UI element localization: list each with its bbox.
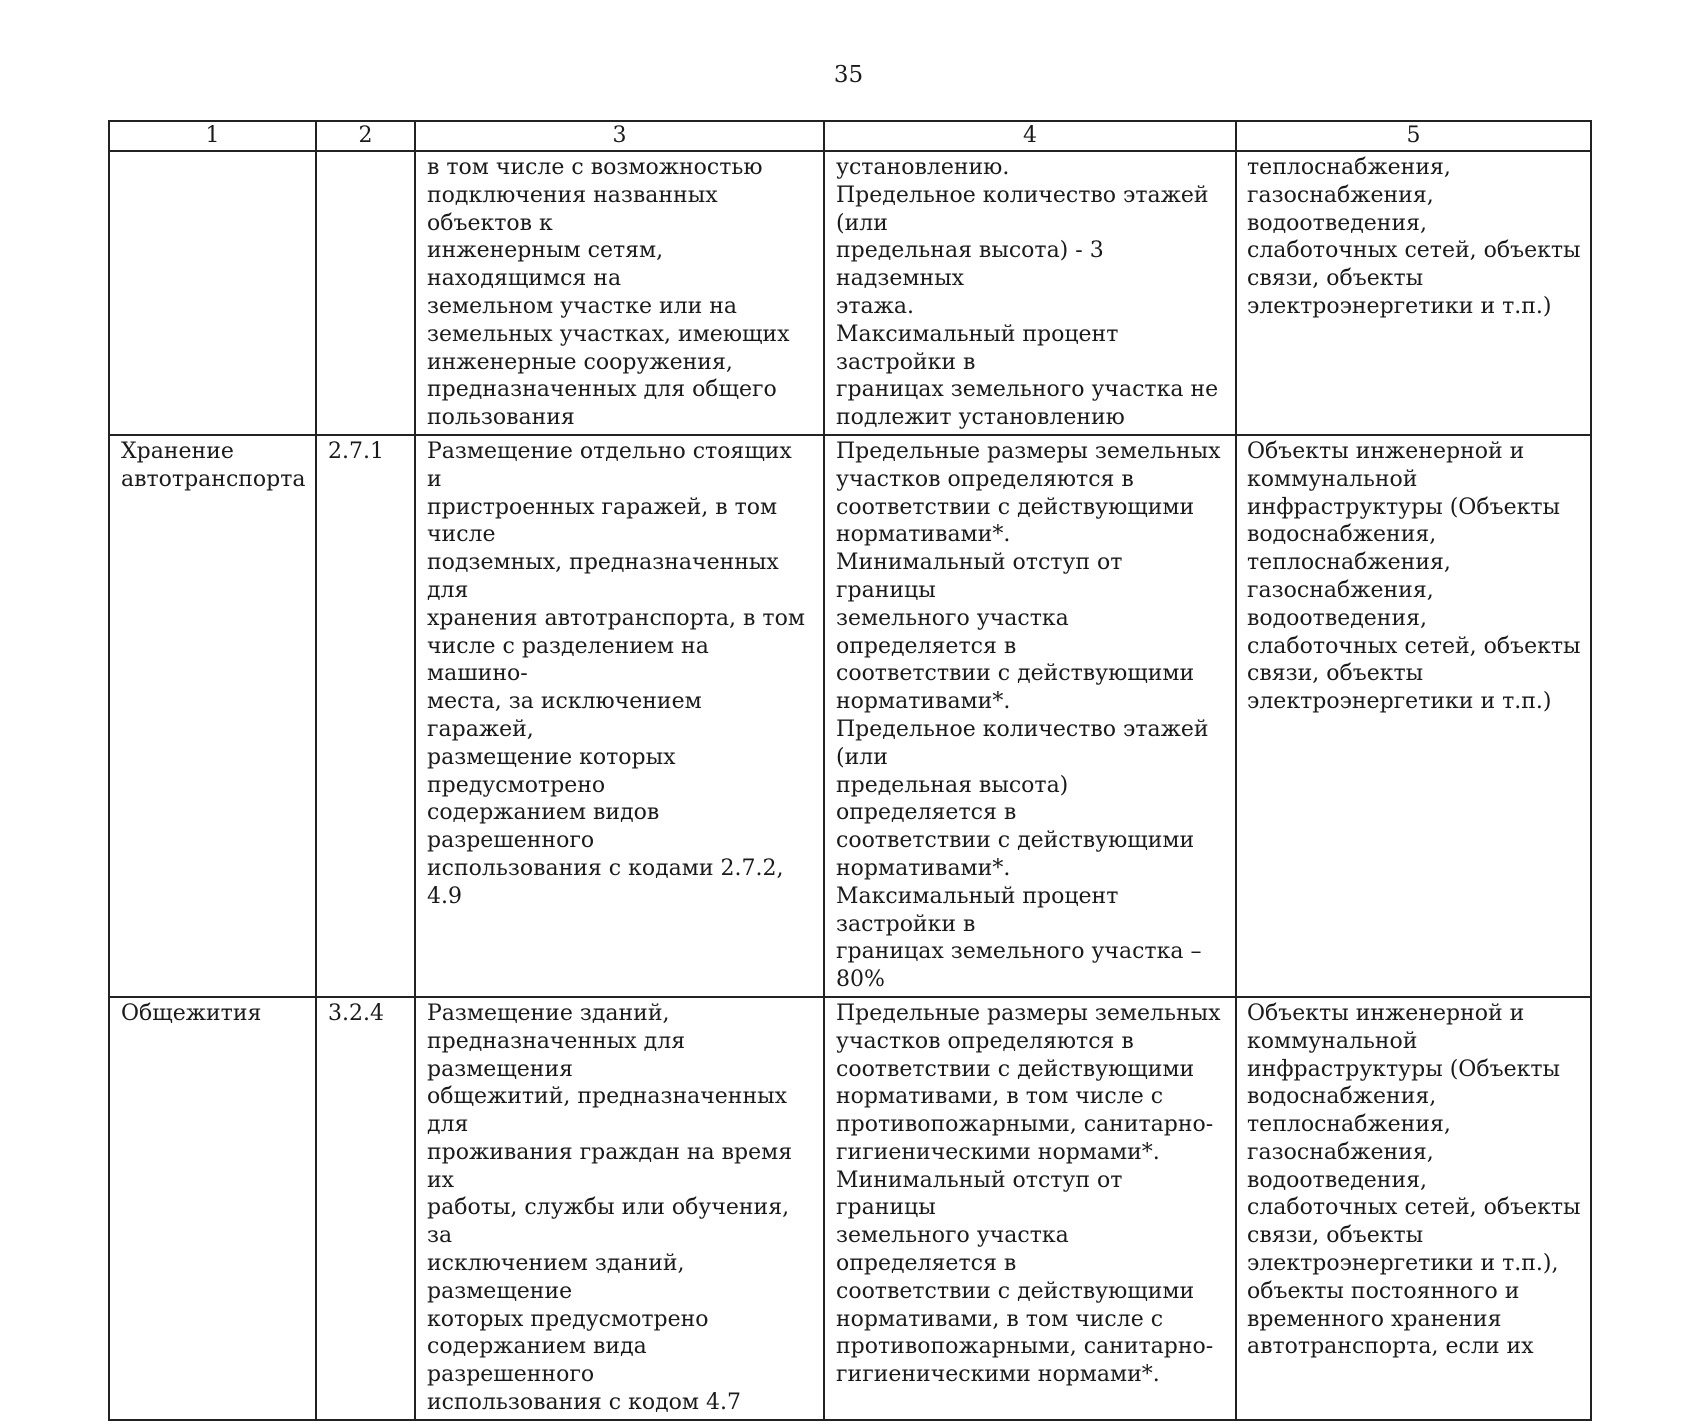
land-use-table — [108, 120, 1592, 1421]
column-header-5: 5 — [1236, 121, 1591, 151]
cell-parameters-text: установлению. Предельное количество этажей (или предельная высота) - 3 надземных этажа. Максимальный процент застройки в границах земельного участка не подлежит установлению — [836, 155, 1219, 431]
cell-auxiliary-text: теплоснабжения, газоснабжения, водоотведения, слаботочных сетей, объекты связи, объекты электроэнергетики и т.п.) — [1247, 155, 1581, 319]
column-header-1: 1 — [109, 121, 316, 151]
column-header-3: 3 — [415, 121, 824, 151]
cell-description-text: Размещение зданий, предназначенных для размещения общежитий, предназначенных для проживания граждан на время их работы, службы или обучения, за исключением зданий, размещение которых предусмотрено содержанием вида разрешенного использования с кодом 4.7 — [427, 1000, 793, 1416]
cell-auxiliary — [1236, 435, 1591, 997]
cell-description — [415, 151, 824, 435]
cell-parameters-text: Предельные размеры земельных участков определяются в соответствии с действующими нормативами, в том числе с противопожарными, санитарно- гигиеническими нормами*. Минимальный отступ от границы земельного участка определяется в соответствии с действующими нормативами, в том числе с противопожарными, санитарно- гигиеническими нормами*. — [836, 1000, 1221, 1388]
cell-auxiliary — [1236, 151, 1591, 435]
table-header-row — [109, 121, 1591, 151]
cell-code-text: 3.2.4 — [328, 1000, 384, 1026]
cell-code — [316, 151, 415, 435]
cell-code — [316, 435, 415, 997]
cell-name — [109, 151, 316, 435]
cell-parameters — [824, 997, 1236, 1420]
cell-code — [316, 997, 415, 1420]
cell-name-text: Общежития — [121, 1000, 262, 1026]
cell-parameters-text: Предельные размеры земельных участков определяются в соответствии с действующими нормативами*. Минимальный отступ от границы земельного участка определяется в соответствии с действующими нормативами*. Предельное количество этажей (или предельная высота) определяется в соответствии с действующими нормативами*. Максимальный процент застройки в границах земельного участка – 80% — [836, 438, 1221, 993]
cell-description — [415, 997, 824, 1420]
cell-auxiliary-text: Объекты инженерной и коммунальной инфраструктуры (Объекты водоснабжения, теплоснабжения, газоснабжения, водоотведения, слаботочных сетей, объекты связи, объекты электроэнергетики и т.п.) — [1247, 438, 1581, 715]
table-row — [109, 151, 1591, 435]
cell-name-text: Хранение автотранспорта — [121, 438, 306, 492]
cell-auxiliary-text: Объекты инженерной и коммунальной инфраструктуры (Объекты водоснабжения, теплоснабжения, газоснабжения, водоотведения, слаботочных сетей, объекты связи, объекты электроэнергетики и т.п.), объекты постоянного и временного хранения автотранспорта, если их — [1247, 1000, 1581, 1360]
page-number: 35 — [833, 62, 864, 88]
column-header-4: 4 — [824, 121, 1236, 151]
cell-name — [109, 435, 316, 997]
cell-parameters — [824, 435, 1236, 997]
column-header-2: 2 — [316, 121, 415, 151]
cell-name — [109, 997, 316, 1420]
cell-code-text: 2.7.1 — [328, 438, 384, 464]
cell-parameters — [824, 151, 1236, 435]
cell-description-text: Размещение отдельно стоящих и пристроенных гаражей, в том числе подземных, предназначенных для хранения автотранспорта, в том числе с разделением на машино- места, за исключением гаражей, размещение которых предусмотрено содержанием видов разрешенного использования с кодами 2.7.2, 4.9 — [427, 438, 805, 909]
table-row — [109, 435, 1591, 997]
cell-description — [415, 435, 824, 997]
cell-auxiliary — [1236, 997, 1591, 1420]
table-row — [109, 997, 1591, 1420]
cell-description-text: в том числе с возможностью подключения названных объектов к инженерным сетям, находящимся на земельном участке или на земельных участках, имеющих инженерные сооружения, предназначенных для общего пользования — [427, 155, 790, 431]
